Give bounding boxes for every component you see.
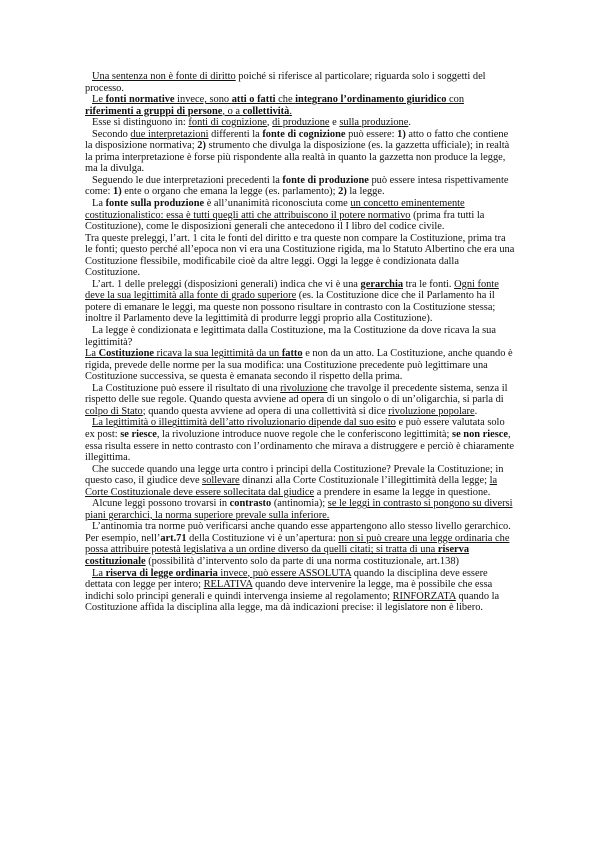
text-run: quando la disciplina deve essere dettata con legge per intero;	[85, 567, 488, 591]
text-run: (prima fra tutti la Costituzione), come le disposizioni generali che antecedono il I libro del codice civile.	[85, 209, 485, 233]
text-run: .	[408, 117, 411, 129]
text-run: .	[289, 105, 292, 117]
text-run: invece, può essere ASSOLUTA	[217, 567, 352, 579]
paragraph-3	[85, 117, 515, 129]
text-run: non si può creare una legge ordinaria che possa attribuire potestà legislativa a un ordine diverso da quelli citati; si tratta di una	[85, 532, 510, 556]
text-run: 1)	[397, 128, 406, 140]
text-run: RELATIVA	[203, 579, 253, 591]
text-run: è all’unanimità riconosciuta come	[204, 198, 351, 210]
text-run: di produzione	[272, 117, 330, 129]
text-run: ricava la sua legittimità da un	[153, 348, 282, 360]
text-run: a prendere in esame la legge in questione.	[314, 486, 491, 498]
paragraph-2	[85, 94, 515, 117]
text-run: quando deve intervenire la legge, ma è possibile che essa indichi solo principi generali e quindi intervenga insieme al regolamento;	[85, 579, 493, 602]
text-run: fonte di produzione	[282, 174, 369, 186]
text-run: fonte di cognizione	[262, 128, 346, 140]
text-run: (antinomia);	[271, 498, 328, 510]
paragraph-14	[85, 498, 515, 521]
text-run: , essa risulta essere in netto contrasto con l’ordinamento che mirava a distruggere e perciò è chiaramente illegittima.	[85, 428, 515, 464]
text-run: (es. la Costituzione dice che il Parlamento ha il potere di emanare le leggi, ma queste non possono risultare in contrasto con la Costituzione stessa; inoltre il Parlamento deve la legittimità di produrre leggi proprio alla Costituzione).	[85, 290, 496, 325]
text-run: può essere intesa rispettivamente come:	[85, 174, 509, 198]
text-run: fonti di cognizione	[188, 117, 267, 129]
paragraph-11	[85, 383, 515, 418]
text-run: che	[275, 94, 296, 106]
text-run: e	[329, 117, 340, 129]
text-run: riserva di legge ordinaria	[105, 567, 218, 579]
text-run: La	[85, 348, 99, 360]
text-run: la Corte Costituzionale deve essere sollecitata dal giudice	[85, 475, 498, 498]
text-run: (possibilità d’intervento solo da parte di una norma costituzionale, art.138)	[145, 555, 459, 567]
text-run: colpo di Stato	[85, 405, 143, 417]
paragraph-7	[85, 233, 515, 279]
text-run: poiché si riferisce al particolare; riguarda solo i soggetti del processo.	[85, 71, 486, 94]
text-run: La Costituzione può essere il risultato di una	[92, 382, 281, 394]
text-run: la legge.	[346, 186, 385, 198]
text-run: ,	[266, 117, 273, 129]
paragraph-16	[85, 533, 515, 568]
text-run: contrasto	[229, 498, 272, 510]
text-run: e non da un atto. La Costituzione, anche quando è rigida, prevede delle norme per la sua modifica: una Costituzione precedente può legittimare una Costituzione successiva, se questa è emanata secondo il rispetto della prima.	[85, 348, 513, 383]
text-run: La legge è condizionata e legittimata dalla Costituzione, ma la Costituzione da dove ricava la sua legittimità?	[85, 325, 496, 348]
text-run: sollevare	[202, 475, 240, 487]
text-run: se riesce	[120, 428, 157, 440]
text-run: due interpretazioni	[130, 128, 209, 140]
text-run: Per esempio, nell’	[85, 532, 161, 544]
paragraph-17	[85, 568, 515, 614]
text-run: quando la Costituzione affida la disciplina alla legge, ma dà indicazioni precise: il legislatore non è libero.	[85, 590, 500, 614]
text-run: riserva costituzionale	[85, 544, 470, 567]
text-run: atto o fatto che contiene la disposizione normativa;	[85, 128, 509, 152]
text-run: Una sentenza non è fonte di diritto	[92, 71, 236, 82]
text-run: 2)	[197, 140, 206, 152]
paragraph-5	[85, 175, 515, 198]
text-run: La	[92, 198, 106, 210]
text-run: .	[474, 405, 478, 417]
text-run: Seguendo le due interpretazioni precedenti la	[92, 174, 283, 186]
text-run: strumento che divulga la disposizione (es. la gazzetta ufficiale); in realtà la prima interpretazione è forse più rispondente alla realtà in quanto la gazzetta non produce la legge, ma la divulga.	[85, 140, 510, 175]
text-run: che travolge il precedente sistema, senza il rispetto delle sue regole. Quando questa avviene ad opera di un singolo o di un’oligarchia, si parla di	[85, 382, 508, 406]
text-run: atti o fatti	[231, 94, 276, 106]
text-run: RINFORZATA	[392, 590, 456, 602]
text-run: collettività	[242, 105, 290, 117]
text-run: differenti la	[208, 128, 263, 140]
text-run: può essere:	[345, 128, 398, 140]
text-run: con	[446, 94, 465, 106]
text-run: e può essere valutata solo ex post:	[85, 417, 505, 440]
text-run: un concetto eminentemente costituzionalistico: essa è tutti quegli atti che attribuiscono il potere normativo	[85, 198, 465, 221]
text-run: 2)	[338, 186, 347, 198]
paragraph-8	[85, 279, 515, 325]
text-run: sulla produzione	[339, 117, 409, 129]
text-run: Che succede quando una legge urta contro i principi della Costituzione? Prevale la Costituzione; in questo caso, il giudice deve	[85, 463, 504, 487]
text-run: Tra queste preleggi, l’art. 1 cita le fonti del diritto e tra queste non compare la Costituzione, prima tra le fonti; questo perché all’epoca non vi era una Costituzione rigida, ma lo Statuto Albertino che era una Costituzione flessibile, modificabile cioè da altre leggi. Oggi la legge è condizionata dalla Costituzione.	[85, 232, 515, 279]
text-run: ente o organo che emana la legge (es. parlamento);	[121, 186, 339, 198]
text-run: ; quando questa avviene ad opera di una collettività si dice	[142, 405, 389, 417]
text-run: Alcune leggi possono trovarsi in	[92, 498, 230, 510]
paragraph-10	[85, 348, 515, 383]
text-run: gerarchia	[360, 278, 404, 290]
text-run: Secondo	[92, 128, 131, 140]
text-run: , o a	[222, 105, 243, 117]
text-run: se non riesce	[452, 428, 509, 440]
text-run: rivoluzione popolare	[388, 405, 475, 417]
text-run: Ogni fonte deve la sua legittimità alla fonte di grado superiore	[85, 278, 499, 302]
text-run: , la rivoluzione introduce nuove regole che le conferiscono legittimità;	[156, 428, 453, 440]
paragraph-6	[85, 198, 515, 233]
paragraph-12	[85, 417, 515, 463]
text-run: se le leggi in contrasto si pongono su diversi piani gerarchici, la norma superiore prevale sulla inferiore.	[85, 498, 513, 521]
text-run: Costituzione	[98, 348, 154, 360]
text-run: Le	[92, 94, 106, 106]
text-run: La legittimità o illegittimità dell’atto rivoluzionario dipende dal suo esito	[92, 417, 396, 429]
text-run: La	[92, 567, 106, 579]
paragraph-13	[85, 464, 515, 499]
text-run: integrano l’ordinamento giuridico	[295, 94, 447, 106]
text-run: L’antinomia tra norme può verificarsi anche quando esse appartengono allo stesso livello gerarchico.	[92, 521, 511, 533]
text-run: art.71	[160, 532, 187, 544]
paragraph-15	[85, 521, 515, 533]
text-run: rivoluzione	[280, 382, 328, 394]
text-run: della Costituzione vi è un’apertura:	[186, 532, 339, 544]
text-run: fatto	[281, 348, 303, 360]
text-run: L’art. 1 delle preleggi (disposizioni generali) indica che vi è una	[92, 278, 361, 290]
text-run: riferimenti a gruppi di persone	[85, 105, 223, 117]
paragraph-1	[85, 71, 515, 94]
text-run: 1)	[113, 186, 122, 198]
text-run: dinanzi alla Corte Costituzionale l’illegittimità della legge;	[239, 475, 490, 487]
text-run: tra le fonti.	[403, 278, 455, 290]
text-run: invece, sono	[174, 94, 232, 106]
document-body	[85, 71, 515, 614]
text-run: Esse si distinguono in:	[92, 117, 189, 129]
text-run: fonte sulla produzione	[105, 198, 205, 210]
paragraph-9	[85, 325, 515, 348]
text-run: fonti normative	[105, 94, 175, 106]
paragraph-4	[85, 129, 515, 175]
